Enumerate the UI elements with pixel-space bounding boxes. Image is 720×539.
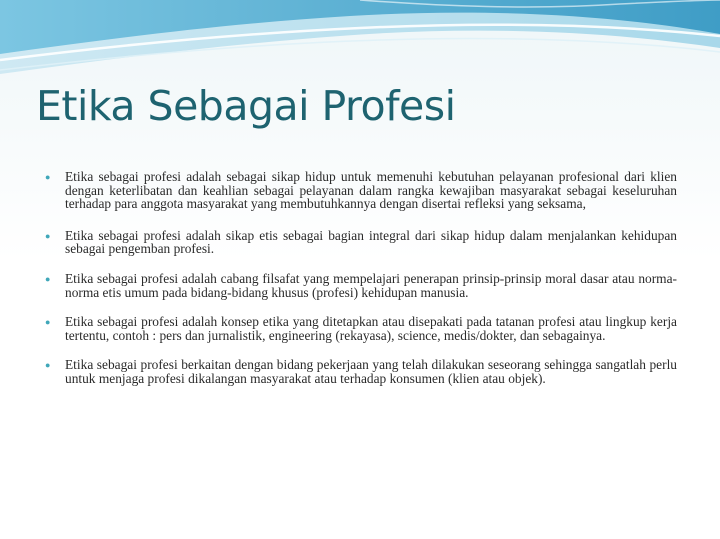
bullet-text: Etika sebagai profesi adalah sikap etis sebagai bagian integral dari sikap hidup dalam menjalankan kehidupan sebagai pengemban profesi. (65, 227, 677, 257)
bullet-item (43, 315, 677, 342)
bullet-text: Etika sebagai profesi adalah sebagai sikap hidup untuk memenuhi kebutuhan pelayanan profesional dari klien dengan keterlibatan dan keahlian sebagai pelayanan dalam rangka kewajiban masyarakat sebagai keseluruhan terhadap para anggota masyarakat yang membutuhkannya dengan disertai refleksi yang seksama, (65, 169, 677, 212)
bullet-item (43, 170, 677, 211)
bullet-item (43, 358, 677, 385)
bullet-text: Etika sebagai profesi adalah konsep etika yang ditetapkan atau disepakati pada tatanan profesi atau lingkup kerja tertentu, contoh : pers dan jurnalistik, engineering (rekayasa), science, medis/dokter, dan sebagainya. (65, 314, 677, 343)
bullet-item (43, 272, 677, 299)
bullet-item (43, 229, 677, 256)
slide-title: Etika Sebagai Profesi (36, 82, 456, 130)
bullet-dot-icon: ● (45, 172, 51, 182)
bullet-text: Etika sebagai profesi berkaitan dengan bidang pekerjaan yang telah dilakukan seseorang sehingga sangatlah perlu untuk menjaga profesi dikalangan masyarakat atau terhadap konsumen (klien atau objek). (65, 357, 677, 386)
bullet-text: Etika sebagai profesi adalah cabang filsafat yang mempelajari penerapan prinsip-prinsip moral dasar atau norma-norma etis umum pada bidang-bidang khusus (profesi) kehidupan manusia. (65, 270, 677, 300)
bullet-dot-icon: ● (45, 317, 51, 328)
bullet-list (43, 170, 677, 404)
bullet-dot-icon: ● (45, 230, 51, 241)
bullet-dot-icon: ● (45, 360, 51, 371)
header-wave-decoration (0, 0, 720, 90)
bullet-dot-icon: ● (45, 273, 51, 284)
